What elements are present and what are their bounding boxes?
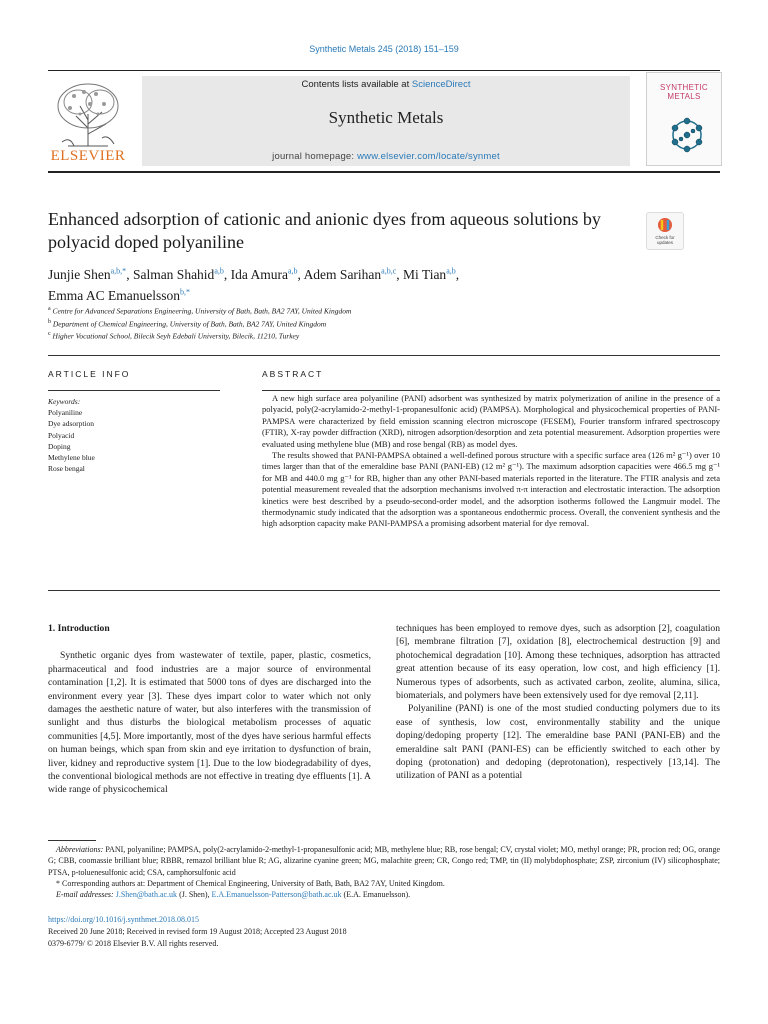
keywords-label: Keywords: — [48, 397, 81, 406]
divider — [48, 590, 720, 591]
doi-link[interactable]: https://doi.org/10.1016/j.synthmet.2018.08.015 — [48, 915, 199, 924]
sciencedirect-link[interactable]: ScienceDirect — [411, 79, 471, 90]
author-5[interactable]: Mi Tian$^{a,b}$, — [403, 266, 460, 282]
keywords-list — [48, 396, 218, 474]
body-paragraph: Polyaniline (PANI) is one of the most studied conducting polymers due to its ease of synthesis, low cost, environmentally stability and the unique doping/dedoping property [12]. The emeraldine base PANI (PANI-EB) and the emeraldine salt PANI (PANI-ES) can be efficiently switched to each other by doping (protonation) and dedoping (deprotonation), respectively [13,14]. The utilization of PANI as a potential — [396, 703, 720, 782]
abstract-text — [262, 393, 720, 530]
affiliations — [48, 304, 668, 342]
affiliation-a: $^a$ Centre for Advanced Separations Engineering, University of Bath, Bath, BA2 7AY, United Kingdom — [48, 306, 352, 316]
body-column-left — [48, 622, 371, 797]
keyword[interactable]: Polyaniline — [48, 408, 83, 418]
copyright-line: 0379-6779/ © 2018 Elsevier B.V. All rights reserved. — [48, 939, 219, 948]
author-2[interactable]: Salman Shahid$^{a,b}$, — [132, 266, 231, 282]
cover-title-line-2: METALS — [667, 92, 701, 101]
body-column-right — [396, 622, 720, 783]
body-paragraph: Synthetic organic dyes from wastewater of textile, paper, plastic, cosmetics, pharmaceutical and food industries are a major source of environmental contamination [1,2]. It is estimated that 5000 tons of dyes are discharged into the environment every year [3]. These dyes impart color to water which not only damages the aesthetic nature of water, but also interferes with the transmission of sunlight and thus disturbs the biological metabolism processes of aquatic communities [4,5]. More importantly, most of the dyes have serious harmful effects on human beings, which span from skin and eye irritation to dysfunction of brain, liver, kidney and reproductive system [1]. Due to the low biodegradability of dyes, the conventional biological methods are not effective in treating dye effluents [1]. A wide range of physicochemical — [48, 650, 371, 796]
keyword[interactable]: Polyacid — [48, 430, 75, 440]
header-rule-bottom — [48, 171, 720, 173]
journal-name: Synthetic Metals — [328, 108, 444, 127]
check-updates-icon — [657, 217, 673, 233]
article-info-heading: ARTICLE INFO — [48, 369, 131, 379]
affiliation-c: $^c$ Higher Vocational School, Bilecik Seyh Edebali University, Bilecik, 11210, Turkey — [48, 331, 300, 341]
keyword[interactable]: Methylene blue — [48, 453, 95, 463]
author-6[interactable]: Emma AC Emanuelsson$^{b,*}$ — [48, 287, 190, 303]
section-title: 1. Introduction — [48, 623, 110, 634]
keyword[interactable]: Dye adsorption — [48, 419, 95, 429]
received-dates: Received 20 June 2018; Received in revised form 19 August 2018; Accepted 23 August 2018 — [48, 927, 347, 936]
contents-prefix: Contents lists available at — [301, 79, 412, 90]
abstract-paragraph: A new high surface area polyaniline (PANI) adsorbent was synthesized by matrix polymerization of aniline in the presence of a polyacid, poly(2-acrylamido-2-methyl-1-propanesulfonic acid) (PAMPSA). Morphological and physicochemical properties of PANI-PAMPSA were characterized by field emission scanning electron microscope (FESEM), Fourier transform infrared spectroscopy (FTIR), X-ray powder diffraction (XRD), nitrogen adsorption/desorption and zeta potential measurement. Adsorption properties were evaluated using methylene blue (MB) and rose bengal (RB) as model dyes. — [262, 393, 720, 449]
abstract-heading: ABSTRACT — [262, 369, 324, 379]
author-3[interactable]: Ida Amura$^{a,b}$, — [230, 266, 304, 282]
cover-title-line-1: SYNTHETIC — [659, 83, 709, 92]
divider — [262, 390, 720, 391]
affiliation-b: $^b$ Department of Chemical Engineering, University of Bath, Bath, BA2 7AY, United Kingdom — [48, 318, 327, 328]
elsevier-wordmark: ELSEVIER — [50, 148, 126, 164]
header-rule-top — [48, 70, 720, 71]
cover-molecule-icon — [647, 73, 721, 165]
article-title: Enhanced adsorption of cationic and anionic dyes from aqueous solutions by polyacid doped polyaniline — [48, 209, 601, 252]
keyword[interactable]: Doping — [48, 441, 71, 451]
check-updates-label: Check for updates — [655, 235, 675, 245]
email-link[interactable]: E.A.Emanuelsson-Patterson@bath.ac.uk — [211, 890, 342, 900]
homepage-prefix: journal homepage: — [272, 151, 358, 162]
footnote-rule — [48, 840, 96, 841]
body-paragraph: techniques has been employed to remove dyes, such as adsorption [2], coagulation [6], membrane filtration [7], oxidation [8], electrochemical destruction [9] and photochemical degradation [10]. Among these techniques, adsorption has attracted great attention because of its easy operation, low cost, and high efficiency [1]. Numerous types of adsorbents, such as activated carbon, zeolite, alumina, silica, biomaterials, and polymers have been extensively used for dye removal [2,11]. — [396, 623, 720, 702]
journal-cover[interactable] — [646, 72, 722, 166]
author-4[interactable]: Adem Sarihan$^{a,b,c}$, — [303, 266, 404, 282]
keyword[interactable]: Rose bengal — [48, 464, 85, 474]
email-link[interactable]: J.Shen@bath.ac.uk — [115, 890, 178, 900]
footnotes — [48, 844, 720, 900]
homepage-line — [142, 151, 630, 162]
divider — [48, 355, 720, 356]
author-list — [48, 262, 668, 305]
homepage-link[interactable]: www.elsevier.com/locate/synmet — [357, 151, 500, 162]
author-1[interactable]: Junjie Shen$^{a,b,*}$, — [48, 266, 133, 282]
check-for-updates-button[interactable] — [646, 212, 684, 250]
abstract-paragraph: The results showed that PANI-PAMPSA obtained a well-defined porous structure with a specific surface area (126 m² g⁻¹) over 10 times larger than that of the emeraldine base PANI (PANI-EB) (12 m² g⁻¹). The maximum adsorption capacities were 466.5 mg g⁻¹ for MB and 440.0 mg g⁻¹ for RB, higher than any other PANI-based materials reported in the literature. The FTIR analysis and zeta potential measurement revealed that the adsorption mechanisms involved π-π interaction and electrostatic interaction. The adsorption kinetics were best described by a pseudo-second-order model, and the adsorption isotherms followed the Langmuir model. The thermodynamic study indicated that the adsorption was a spontaneous endothermic process. Overall, the convenient synthesis and the high adsorption capacity make PANI-PAMPSA a promising adsorbent material for dye removal. — [262, 450, 720, 529]
journal-citation[interactable]: Synthetic Metals 245 (2018) 151–159 — [309, 44, 459, 54]
email-note: E-mail addresses: J.Shen@bath.ac.uk (J. Shen), E.A.Emanuelsson-Patterson@bath.ac.uk (E.A. Emanuelsson). — [56, 890, 411, 900]
corresponding-note: * Corresponding authors at: Department of Chemical Engineering, University of Bath, Bath, BA2 7AY, United Kingdom. — [56, 878, 445, 888]
abbreviations-note: Abbreviations: PANI, polyaniline; PAMPSA, poly(2-acrylamido-2-methyl-1-propanesulfonic acid; MB, methylene blue; RB, rose bengal; CV, crystal violet; MO, methyl orange; PR, procion red; OG, orange G; CBB, coomassie brilliant blue; RBBR, remazol brilliant blue R; AG, alizarine cyanine green; MG, malachite green; CR, Congo red; TMP, tin (II) molybdophosphate; ZSP, zirconium (IV) silicophosphate; PTSA, p-toluenesulfonic acid; CSA, camphorsulfonic acid — [48, 845, 720, 877]
contents-line — [142, 79, 630, 90]
divider — [48, 390, 220, 391]
